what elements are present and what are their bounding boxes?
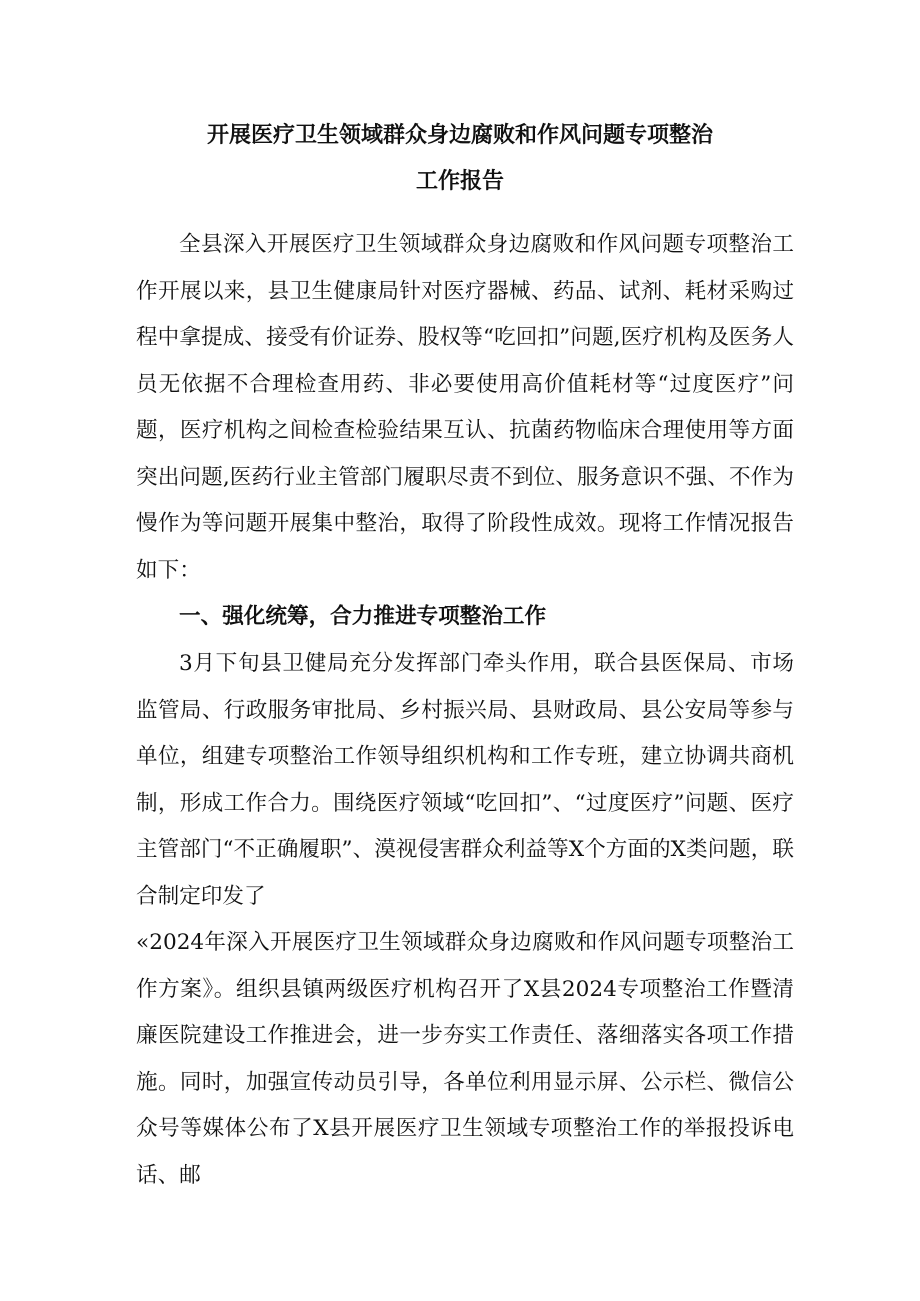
- section-1-paragraph-1: 3月下旬县卫健局充分发挥部门牵头作用，联合县医保局、市场监管局、行政服务审批局、乡村振兴局、县财政局、县公安局等参与单位，组建专项整治工作领导组织机构和工作专班，建立协调共商机制，形成工作合力。围绕医疗领域“吃回扣”、“过度医疗”问题、医疗主管部门“不正确履职”、漠视侵害群众利益等X个方面的X类问题，联合制定印发了: [136, 651, 794, 909]
- document-subtitle: 工作报告: [415, 169, 504, 194]
- section-1-paragraph-2: «2024年深入开展医疗卫生领域群众身边腐败和作风问题专项整治工作方案》。组织县镇两级医疗机构召开了X县2024专项整治工作暨清廉医院建设工作推进会，进一步夯实工作责任、落细落实各项工作措施。同时，加强宣传动员引导，各单位利用显示屏、公示栏、微信公众号等媒体公布了X县开展医疗卫生领域专项整治工作的举报投诉电话、邮: [136, 930, 794, 1188]
- intro-paragraph: 全县深入开展医疗卫生领域群众身边腐败和作风问题专项整治工作开展以来，县卫生健康局针对医疗器械、药品、试剂、耗材采购过程中拿提成、接受有价证券、股权等“吃回扣”问题,医疗机构及医务人员无依据不合理检查用药、非必要使用高价值耗材等“过度医疗”问题，医疗机构之间检查检验结果互认、抗菌药物临床合理使用等方面突出问题,医药行业主管部门履职尽责不到位、服务意识不强、不作为慢作为等问题开展集中整治，取得了阶段性成效。现将工作情况报告如下：: [136, 232, 794, 583]
- section-heading-1: 一、强化统筹，合力推进专项整治工作: [179, 604, 547, 629]
- document-title: 开展医疗卫生领域群众身边腐败和作风问题专项整治: [206, 123, 713, 148]
